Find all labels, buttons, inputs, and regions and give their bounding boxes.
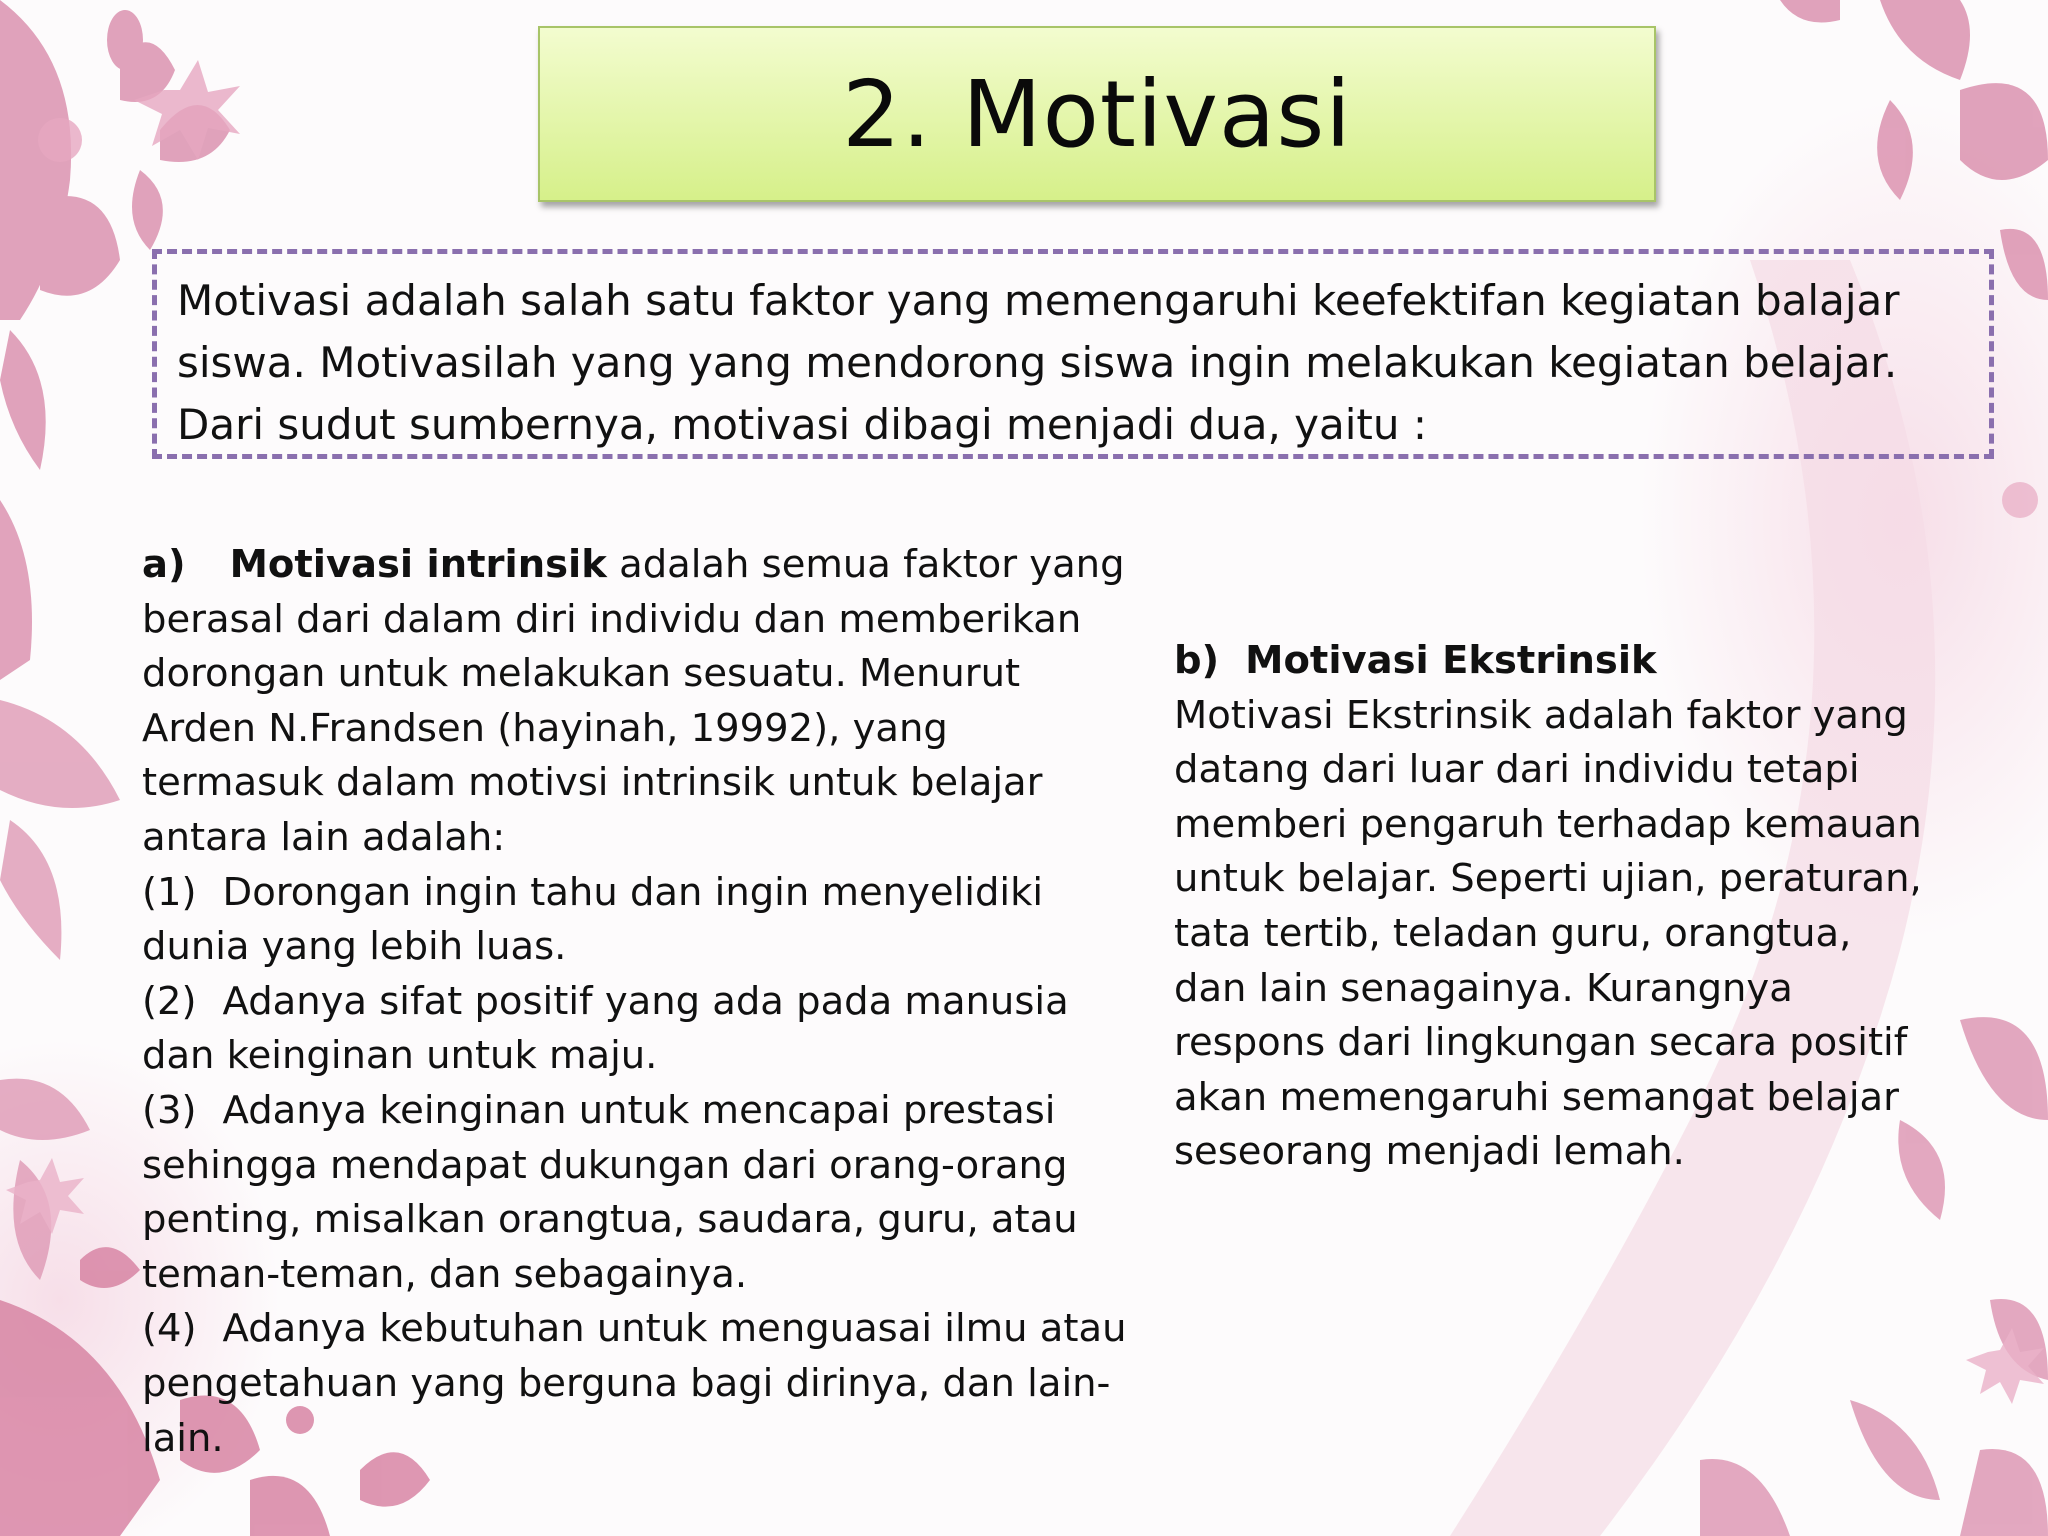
- list-item: [142, 1084, 1132, 1302]
- list-item-number: (4): [142, 1306, 197, 1352]
- intrinsic-heading: Motivasi intrinsik: [229, 542, 607, 587]
- list-item-text: Adanya keinginan untuk mencapai prestasi sehingga mendapat dukungan dari orang-orang penting, misalkan orangtua, saudara, guru, atau teman-teman, dan sebagainya.: [142, 1087, 1078, 1297]
- extrinsic-body: Motivasi Ekstrinsik adalah faktor yang datang dari luar dari individu tetapi memberi pengaruh terhadap kemauan untuk belajar. Seperti ujian, peraturan, tata tertib, teladan guru, orangtua, dan lain senagainya. Kurangnya respons dari lingkungan secara positif akan memengaruhi semangat belajar seseorang menjadi lemah.: [1174, 692, 1922, 1175]
- extrinsic-marker: b): [1174, 638, 1220, 683]
- slide-title: 2. Motivasi: [842, 60, 1352, 168]
- intrinsic-body: adalah semua faktor yang berasal dari dalam diri individu dan memberikan dorongan untuk melakukan sesuatu. Menurut Arden N.Frandsen (hayinah, 19992), yang termasuk dalam motivsi intrinsik untuk belajar antara lain adalah:: [142, 542, 1125, 860]
- list-item: [142, 1302, 1132, 1466]
- intrinsic-paragraph: [142, 538, 1132, 866]
- list-item-number: (2): [142, 978, 197, 1024]
- extrinsic-heading: Motivasi Ekstrinsik: [1245, 638, 1657, 683]
- intro-text: Motivasi adalah salah satu faktor yang memengaruhi keefektifan kegiatan balajar siswa. Motivasilah yang yang mendorong siswa ingin melakukan kegiatan belajar. Dari sudut sumbernya, motivasi dibagi menjadi dua, yaitu :: [177, 276, 1900, 449]
- list-item-number: (3): [142, 1087, 197, 1133]
- extrinsic-section: [1174, 634, 1934, 1180]
- list-item-text: Adanya sifat positif yang ada pada manusia dan keinginan untuk maju.: [142, 978, 1069, 1079]
- intrinsic-marker: a): [142, 542, 186, 587]
- list-item-text: Dorongan ingin tahu dan ingin menyelidiki dunia yang lebih luas.: [142, 869, 1044, 970]
- list-item: [142, 866, 1132, 975]
- intrinsic-section: [142, 538, 1132, 1466]
- extrinsic-heading-line: [1174, 634, 1934, 689]
- list-item-text: Adanya kebutuhan untuk menguasai ilmu atau pengetahuan yang berguna bagi dirinya, dan lain-lain.: [142, 1306, 1127, 1461]
- title-banner: [538, 26, 1656, 202]
- intro-box: [152, 249, 1994, 459]
- list-item-number: (1): [142, 869, 197, 915]
- list-item: [142, 975, 1132, 1084]
